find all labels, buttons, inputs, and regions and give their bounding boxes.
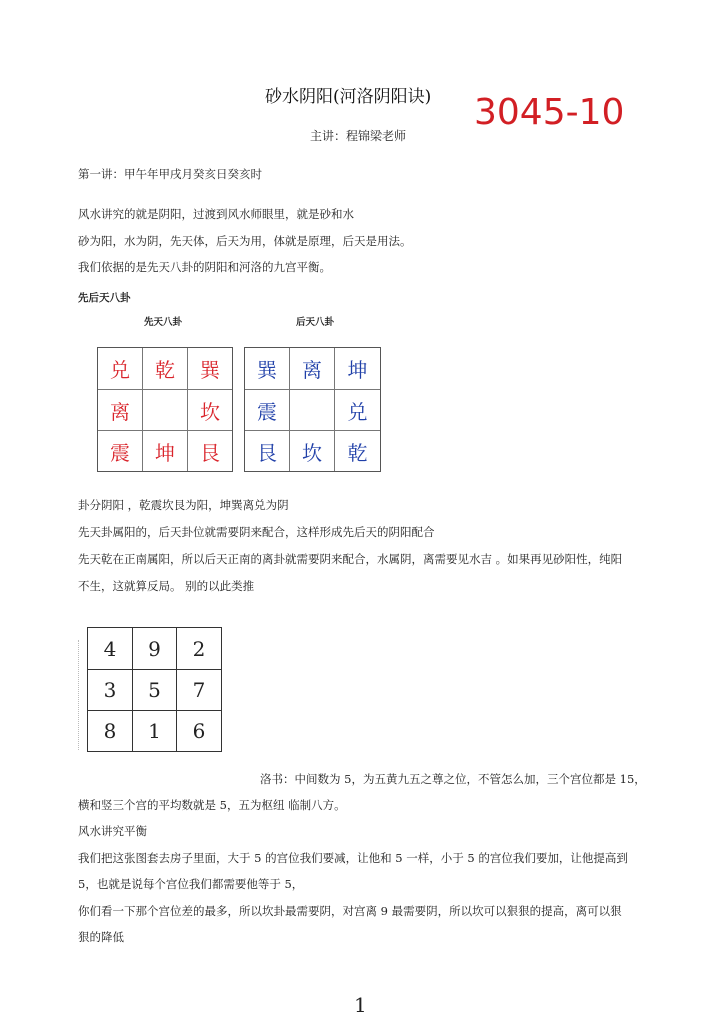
luoshu-cell: 8 (103, 719, 117, 743)
xiantian-cell: 离 (110, 399, 130, 424)
houtian-cell: 巽 (257, 358, 277, 382)
balance-line-2: 5，也就是说每个宫位我们都需要他等于 5， (78, 877, 304, 891)
houtian-label: 后天八卦 (296, 317, 335, 328)
luoshu-cell: 9 (148, 636, 161, 661)
xiantian-cell: 兑 (110, 358, 130, 382)
balance-line-1: 我们把这张图套去房子里面，大于 5 的宫位我们要减，让他和 5 一样，小于 5 的宫位我们要加，让他提高到 (78, 851, 628, 865)
houtian-cell: 离 (302, 358, 322, 382)
houtian-bagua-grid (244, 347, 381, 472)
xiantian-cell (143, 390, 187, 430)
luoshu-cell: 7 (192, 678, 206, 702)
balance-line-4: 狠的降低 (78, 930, 124, 944)
luoshu-cell: 2 (192, 636, 206, 661)
document-stamp-number: 3045-10 (474, 92, 625, 133)
houtian-cell: 艮 (257, 440, 277, 465)
luoshu-cell: 3 (103, 678, 117, 702)
xiantian-cell: 艮 (200, 440, 220, 465)
luoshu-cell: 4 (103, 636, 117, 661)
lecturer-line: 主讲：程锦梁老师 (310, 129, 407, 143)
xiantian-cell: 巽 (200, 358, 220, 382)
document-title: 砂水阴阳(河洛阴阳诀) (265, 87, 432, 107)
page-number: 1 (354, 993, 367, 1017)
luoshu-cell: 1 (148, 719, 161, 743)
explain-line-1: 卦分阴阳 ，乾震坎艮为阳，坤巽离兑为阴 (78, 498, 289, 512)
intro-line-1: 风水讲究的就是阴阳，过渡到风水师眼里，就是砂和水 (78, 207, 354, 221)
intro-line-2: 砂为阳，水为阴，先天体，后天为用，体就是原理，后天是用法。 (78, 234, 412, 248)
xiantian-cell: 坤 (155, 440, 175, 465)
houtian-cell: 震 (257, 399, 277, 424)
balance-line-3: 你们看一下那个宫位差的最多，所以坎卦最需要阴，对宫离 9 最需要阴，所以坎可以狠狠的提高，离可以狠 (78, 904, 622, 918)
luoshu-cell: 5 (148, 678, 161, 702)
explain-line-3: 先天乾在正南属阳，所以后天正南的离卦就需要阴来配合，水属阴，离需要见水吉 。如果再见砂阳性，纯阳 (78, 552, 623, 566)
houtian-cell: 兑 (347, 399, 368, 424)
bagua-caption: 先后天八卦 (78, 292, 131, 304)
luoshu-left-edge (78, 640, 81, 750)
houtian-cell (290, 390, 334, 430)
luoshu-grid (87, 627, 222, 752)
xiantian-cell: 乾 (155, 358, 175, 382)
explain-line-4: 不生，这就算反局。 别的以此类推 (78, 579, 255, 593)
lesson-heading: 第一讲：甲午年甲戌月癸亥日癸亥时 (78, 167, 262, 181)
houtian-cell: 坎 (302, 440, 322, 465)
explain-line-2: 先天卦属阳的，后天卦位就需要阴来配合，这样形成先后天的阴阳配合 (78, 525, 435, 539)
luoshu-text-line-2: 横和竖三个宫的平均数就是 5，五为枢纽 临制八方。 (78, 798, 346, 812)
xiantian-bagua-grid (97, 347, 233, 472)
luoshu-text-line-1: 洛书：中间数为 5，为五黄九五之尊之位，不管怎么加，三个宫位都是 15， (260, 772, 646, 786)
houtian-cell: 乾 (347, 440, 368, 465)
balance-heading: 风水讲究平衡 (78, 824, 147, 838)
xiantian-label: 先天八卦 (144, 317, 183, 328)
luoshu-cell: 6 (192, 719, 206, 743)
xiantian-cell: 坎 (200, 399, 220, 424)
xiantian-cell: 震 (110, 440, 130, 465)
houtian-cell: 坤 (347, 358, 368, 382)
intro-line-3: 我们依据的是先天八卦的阴阳和河洛的九宫平衡。 (78, 260, 331, 274)
